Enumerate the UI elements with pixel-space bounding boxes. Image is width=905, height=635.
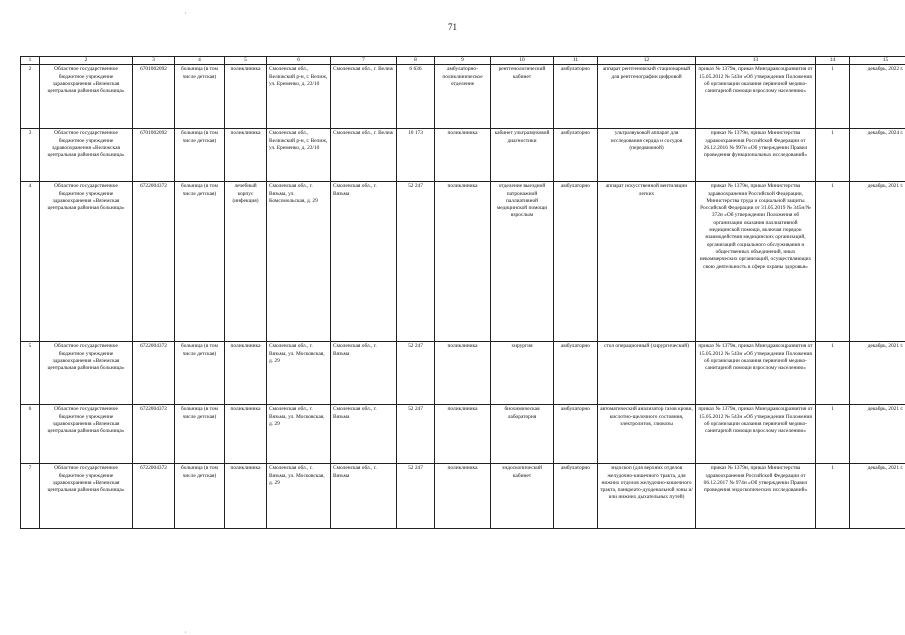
address-cell: Смоленская обл., г. Вязьма, ул. Комсомольская, д. 29 <box>267 182 331 342</box>
equipment-cell: аппарат рентгеновский стационарный для рентгенографии цифровой <box>598 65 696 129</box>
quantity-cell: 1 <box>816 129 850 182</box>
row-number-cell: 2 <box>21 65 40 129</box>
organization-cell: Областное государственное бюджетное учреждение здравоохранения «Вяземская центральная районная больница» <box>40 65 133 129</box>
column-header: 1 <box>21 57 40 65</box>
deadline-cell: декабрь, 2021 г. <box>850 405 905 464</box>
column-header: 11 <box>554 57 598 65</box>
regulation-cell: приказ № 1379н, приказ Минздравсоцразвития от 15.05.2012 № 543н «Об утверждении Положения об организации оказания первичной медико-санитарной помощи взрослому населению» <box>696 342 816 405</box>
address-cell: Смоленская обл., Велижский р-н, г. Велиж, ул. Еременко, д. 23/10 <box>267 129 331 182</box>
inn-cell: 6701002092 <box>133 129 175 182</box>
column-header: 2 <box>40 57 133 65</box>
population-cell: 52 247 <box>397 182 435 342</box>
row-number-cell: 7 <box>21 464 40 529</box>
deadline-cell: декабрь, 2021 г. <box>850 464 905 529</box>
locality-cell: Смоленская обл., г. Вязьма <box>331 342 397 405</box>
room-cell: кабинет ультразвуковой диагностики <box>491 129 554 182</box>
facility-type-cell: больница (в том числе детская) <box>175 464 225 529</box>
row-number-cell: 6 <box>21 405 40 464</box>
department-cell: поликлиника <box>435 464 491 529</box>
regulation-cell: приказ № 1379н, приказ Минздравсоцразвития от 15.05.2012 № 543н «Об утверждении Положения об организации оказания первичной медико-санитарной помощи взрослому населению» <box>696 65 816 129</box>
locality-cell: Смоленская обл., г. Велиж <box>331 65 397 129</box>
table-row <box>21 464 905 529</box>
room-cell: эндоскопический кабинет <box>491 464 554 529</box>
deadline-cell: декабрь, 2021 г. <box>850 182 905 342</box>
locality-cell: Смоленская обл., г. Вязьма <box>331 182 397 342</box>
regulation-cell: приказ № 1379н, приказ Министерства здравоохранения Российской Федерации от 26.12.2016 № 997н «Об утверждении Правил проведения функциональных исследований» <box>696 129 816 182</box>
care-conditions-cell: амбулаторно <box>554 342 598 405</box>
organization-cell: Областное государственное бюджетное учреждение здравоохранения «Вяземская центральная районная больница» <box>40 405 133 464</box>
table-row <box>21 182 905 342</box>
population-cell: 52 247 <box>397 405 435 464</box>
department-cell: поликлиника <box>435 342 491 405</box>
inn-cell: 6722004372 <box>133 182 175 342</box>
column-header: 12 <box>598 57 696 65</box>
population-cell: 52 247 <box>397 342 435 405</box>
organization-cell: Областное государственное бюджетное учреждение здравоохранения «Вяземская центральная районная больница» <box>40 464 133 529</box>
inn-cell: 6722004372 <box>133 342 175 405</box>
unit-cell: поликлиника <box>225 342 267 405</box>
department-cell: поликлиника <box>435 182 491 342</box>
inn-cell: 6722004372 <box>133 464 175 529</box>
care-conditions-cell: амбулаторно <box>554 129 598 182</box>
department-cell: поликлиника <box>435 129 491 182</box>
equipment-cell: стол операционный (хирургический) <box>598 342 696 405</box>
column-number-row <box>21 57 905 65</box>
quantity-cell: 1 <box>816 405 850 464</box>
locality-cell: Смоленская обл., г. Велиж <box>331 129 397 182</box>
column-header: 7 <box>331 57 397 65</box>
equipment-cell: эндоскоп (для верхних отделов желудочно-кишечного тракта, для нижних отделов желудочно-кишечного тракта, панкреато-дуоденальной зоны и/или нижних дыхательных путей) <box>598 464 696 529</box>
equipment-cell: аппарат искусственной вентиляции легких <box>598 182 696 342</box>
inn-cell: 6701002092 <box>133 65 175 129</box>
deadline-cell: декабрь, 2022 г. <box>850 65 905 129</box>
equipment-cell: ультразвуковой аппарат для исследования сердца и сосудов (передвижной) <box>598 129 696 182</box>
address-cell: Смоленская обл., г. Вязьма, ул. Московская, д. 29 <box>267 342 331 405</box>
address-cell: Смоленская обл., Велижский р-н, г. Велиж, ул. Еременко, д. 23/10 <box>267 65 331 129</box>
unit-cell: поликлиника <box>225 464 267 529</box>
facility-type-cell: больница (в том числе детская) <box>175 342 225 405</box>
column-header: 15 <box>850 57 905 65</box>
column-header: 14 <box>816 57 850 65</box>
scan-mark-bottom: , <box>185 628 187 634</box>
unit-cell: поликлиника <box>225 129 267 182</box>
column-header: 10 <box>491 57 554 65</box>
table-row <box>21 129 905 182</box>
organization-cell: Областное государственное бюджетное учреждение здравоохранения «Вяземская центральная районная больница» <box>40 182 133 342</box>
population-cell: 6 636 <box>397 65 435 129</box>
care-conditions-cell: амбулаторно <box>554 65 598 129</box>
unit-cell: лечебный корпус (инфекция) <box>225 182 267 342</box>
row-number-cell: 3 <box>21 129 40 182</box>
quantity-cell: 1 <box>816 65 850 129</box>
column-header: 8 <box>397 57 435 65</box>
unit-cell: поликлиника <box>225 405 267 464</box>
page-number: 71 <box>448 22 457 32</box>
population-cell: 52 247 <box>397 464 435 529</box>
table-row <box>21 65 905 129</box>
address-cell: Смоленская обл., г. Вязьма, ул. Московская, д. 29 <box>267 405 331 464</box>
department-cell: амбулаторно-поликлиническое отделение <box>435 65 491 129</box>
locality-cell: Смоленская обл., г. Вязьма <box>331 405 397 464</box>
quantity-cell: 1 <box>816 342 850 405</box>
quantity-cell: 1 <box>816 182 850 342</box>
column-header: 5 <box>225 57 267 65</box>
care-conditions-cell: амбулаторно <box>554 464 598 529</box>
table-row <box>21 405 905 464</box>
regulation-cell: приказ № 1379н, приказ Минздравсоцразвития от 15.05.2012 № 543н «Об утверждении Положения об организации оказания первичной медико-санитарной помощи взрослому населению» <box>696 405 816 464</box>
facility-type-cell: больница (в том числе детская) <box>175 129 225 182</box>
equipment-cell: автоматический анализатор газов крови, кислотно-щелочного состояния, электролитов, глюкозы <box>598 405 696 464</box>
table-row <box>21 342 905 405</box>
address-cell: Смоленская обл., г. Вязьма, ул. Московская, д. 29 <box>267 464 331 529</box>
equipment-table <box>20 56 905 529</box>
organization-cell: Областное государственное бюджетное учреждение здравоохранения «Вяземская центральная районная больница» <box>40 342 133 405</box>
room-cell: хирургия <box>491 342 554 405</box>
column-header: 9 <box>435 57 491 65</box>
unit-cell: поликлиника <box>225 65 267 129</box>
room-cell: рентгенологический кабинет <box>491 65 554 129</box>
column-header: 6 <box>267 57 331 65</box>
regulation-cell: приказ № 1379н, приказ Министерства здравоохранения Российской Федерации, Министерства труда и социальной защиты Российской Федерации от 31.05.2019 № 345н/№ 372н «Об утверждении Положения об организации оказания паллиативной медицинской помощи, включая порядок взаимодействия медицинских организаций, организаций социального обслуживания и общественных объединений, иных некоммерческих организаций, осуществляющих свою деятельность в сфере охраны здоровья» <box>696 182 816 342</box>
deadline-cell: декабрь, 2024 г. <box>850 129 905 182</box>
care-conditions-cell: амбулаторно <box>554 405 598 464</box>
inn-cell: 6722004372 <box>133 405 175 464</box>
room-cell: отделение выездной патронажной паллиативной медицинской помощи взрослым <box>491 182 554 342</box>
facility-type-cell: больница (в том числе детская) <box>175 405 225 464</box>
locality-cell: Смоленская обл., г. Вязьма <box>331 464 397 529</box>
population-cell: 10 173 <box>397 129 435 182</box>
column-header: 3 <box>133 57 175 65</box>
facility-type-cell: больница (в том числе детская) <box>175 182 225 342</box>
department-cell: поликлиника <box>435 405 491 464</box>
facility-type-cell: больница (в том числе детская) <box>175 65 225 129</box>
column-header: 13 <box>696 57 816 65</box>
organization-cell: Областное государственное бюджетное учреждение здравоохранения «Велижская центральная районная больница» <box>40 129 133 182</box>
row-number-cell: 4 <box>21 182 40 342</box>
scan-mark-top: , <box>185 9 187 15</box>
regulation-cell: приказ № 1379н, приказ Министерства здравоохранения Российской Федерации от 06.12.2017 № 974н «Об утверждении Правил проведения эндоскопических исследований» <box>696 464 816 529</box>
row-number-cell: 5 <box>21 342 40 405</box>
quantity-cell: 1 <box>816 464 850 529</box>
room-cell: биохимическая лаборатория <box>491 405 554 464</box>
deadline-cell: декабрь, 2021 г. <box>850 342 905 405</box>
column-header: 4 <box>175 57 225 65</box>
care-conditions-cell: амбулаторно <box>554 182 598 342</box>
